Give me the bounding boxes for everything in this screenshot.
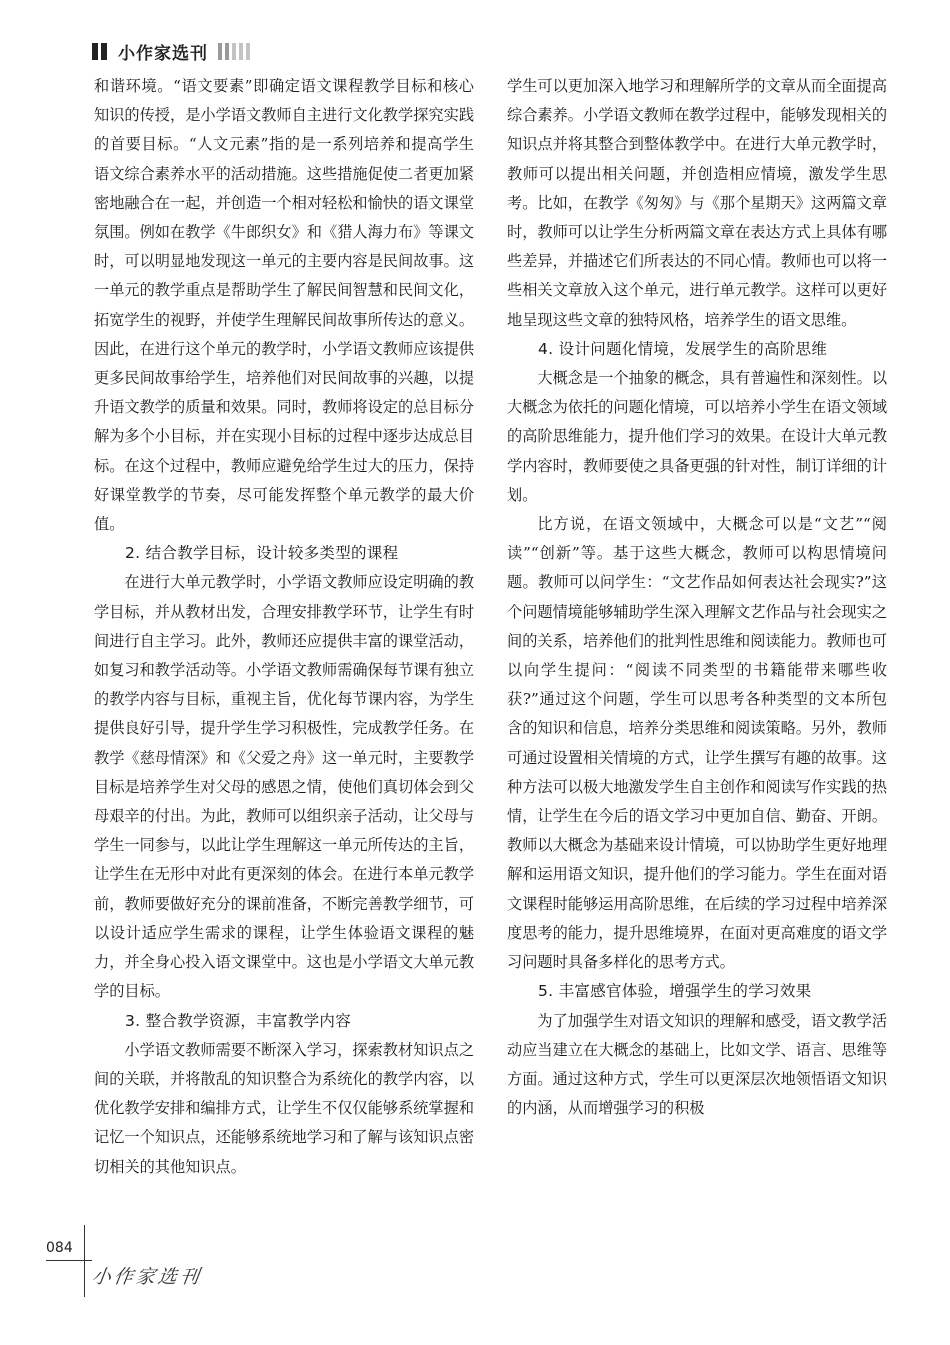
header-decoration [218,43,222,60]
header-decoration [225,43,229,60]
footer-rule [46,1260,92,1261]
paragraph: 在进行大单元教学时，小学语文教师应设定明确的教学目标，并从教材出发，合理安排教学环节，让学生有时间进行自主学习。此外，教师还应提供丰富的课堂活动，如复习和教学活动等。小学语文教师需确保每节课有独立的教学内容与目标，重视主旨，优化每节课内容，为学生提供良好引导，提升学生学习积极性，完成教学任务。在教学《慈母情深》和《父爱之舟》这一单元时，主要教学目标是培养学生对父母的感恩之情，使他们真切体会到父母艰辛的付出。为此，教师可以组织亲子活动，让父母与学生一同参与，以此让学生理解这一单元所传达的主旨，让学生在无形中对此有更深刻的体会。在进行本单元教学前，教师要做好充分的课前准备，不断完善教学细节，可以设计适应学生需求的课程，让学生体验语文课程的魅力，并全身心投入语文课堂中。这也是小学语文大单元教学的目标。 [94,573,474,1001]
page-number: 084 [46,1240,73,1256]
paragraph: 大概念是一个抽象的概念，具有普遍性和深刻性。以大概念为依托的问题化情境，可以培养小学生在语文领域的高阶思维能力，提升他们学习的效果。在设计大单元教学内容时，教师要使之具备更强的针对性，制订详细的计划。 [507,369,887,504]
header-bar-mark [92,43,98,60]
header-decoration [232,43,236,60]
running-header [92,38,253,64]
left-column [94,72,474,1182]
section-heading-4: 4. 设计问题化情境，发展学生的高阶思维 [538,339,828,358]
header-bar-mark [101,43,107,60]
journal-logo: 小作家选刊 [90,1266,204,1288]
section-heading-5: 5. 丰富感官体验，增强学生的学习效果 [538,982,812,1001]
right-column [507,72,887,1123]
paragraph: 和谐环境。“语文要素”即确定语文课程教学目标和核心知识的传授，是小学语文教师自主进行文化教学探究实践的首要目标。“人文元素”指的是一系列培养和提高学生语文综合素养水平的活动措施。这些措施促使二者更加紧密地融合在一起，并创造一个相对轻松和愉快的语文课堂氛围。例如在教学《牛郎织女》和《猎人海力布》等课文时，可以明显地发现这一单元的主要内容是民间故事。这一单元的教学重点是帮助学生了解民间智慧和民间文化，拓宽学生的视野，并使学生理解民间故事所传达的意义。因此，在进行这个单元的教学时，小学语文教师应该提供更多民间故事给学生，培养他们对民间故事的兴趣，以提升语文教学的质量和效果。同时，教师将设定的总目标分解为多个小目标，并在实现小目标的过程中逐步达成总目标。在这个过程中，教师应避免给学生过大的压力，保持好课堂教学的节奏，尽可能发挥整个单元教学的最大价值。 [94,77,474,534]
header-decoration [239,43,243,60]
section-heading-2: 2. 结合教学目标，设计较多类型的课程 [125,544,399,563]
journal-title: 小作家选刊 [118,43,208,64]
section-heading-3: 3. 整合教学资源，丰富教学内容 [125,1011,352,1030]
footer-rule [84,1225,85,1297]
paragraph: 学生可以更加深入地学习和理解所学的文章从而全面提高综合素养。小学语文教师在教学过程中，能够发现相关的知识点并将其整合到整体教学中。在进行大单元教学时，教师可以提出相关问题，并创造相应情境，激发学生思考。比如，在教学《匆匆》与《那个星期天》这两篇文章时，教师可以让学生分析两篇文章在表达方式上具体有哪些差异，并描述它们所表达的不同心情。教师也可以将一些相关文章放入这个单元，进行单元教学。这样可以更好地呈现这些文章的独特风格，培养学生的语文思维。 [507,77,887,329]
paragraph: 比方说，在语文领域中，大概念可以是“文艺”“阅读”“创新”等。基于这些大概念，教师可以构思情境问题。教师可以问学生：“文艺作品如何表达社会现实?”这个问题情境能够辅助学生深入理解文艺作品与社会现实之间的关系，培养他们的批判性思维和阅读能力。教师也可以向学生提问：“阅读不同类型的书籍能带来哪些收获?”通过这个问题，学生可以思考各种类型的文本所包含的知识和信息，培养分类思维和阅读策略。另外，教师可通过设置相关情境的方式，让学生撰写有趣的故事。这种方法可以极大地激发学生自主创作和阅读写作实践的热情，让学生在今后的语文学习中更加自信、勤奋、开朗。教师以大概念为基础来设计情境，可以协助学生更好地理解和运用语文知识，提升他们的学习能力。学生在面对语文课程时能够运用高阶思维，在后续的学习过程中培养深度思考的能力，提升思维境界，在面对更高难度的语文学习问题时具备多样化的思考方式。 [507,515,887,972]
paragraph: 小学语文教师需要不断深入学习，探索教材知识点之间的关联，并将散乱的知识整合为系统化的教学内容，以优化教学安排和编排方式，让学生不仅仅能够系统掌握和记忆一个知识点，还能够系统地学习和了解与该知识点密切相关的其他知识点。 [94,1040,474,1176]
header-decoration [246,43,250,60]
paragraph: 为了加强学生对语文知识的理解和感受，语文教学活动应当建立在大概念的基础上，比如文学、语言、思维等方面。通过这种方式，学生可以更深层次地领悟语文知识的内涵，从而增强学习的积极 [507,1011,887,1118]
